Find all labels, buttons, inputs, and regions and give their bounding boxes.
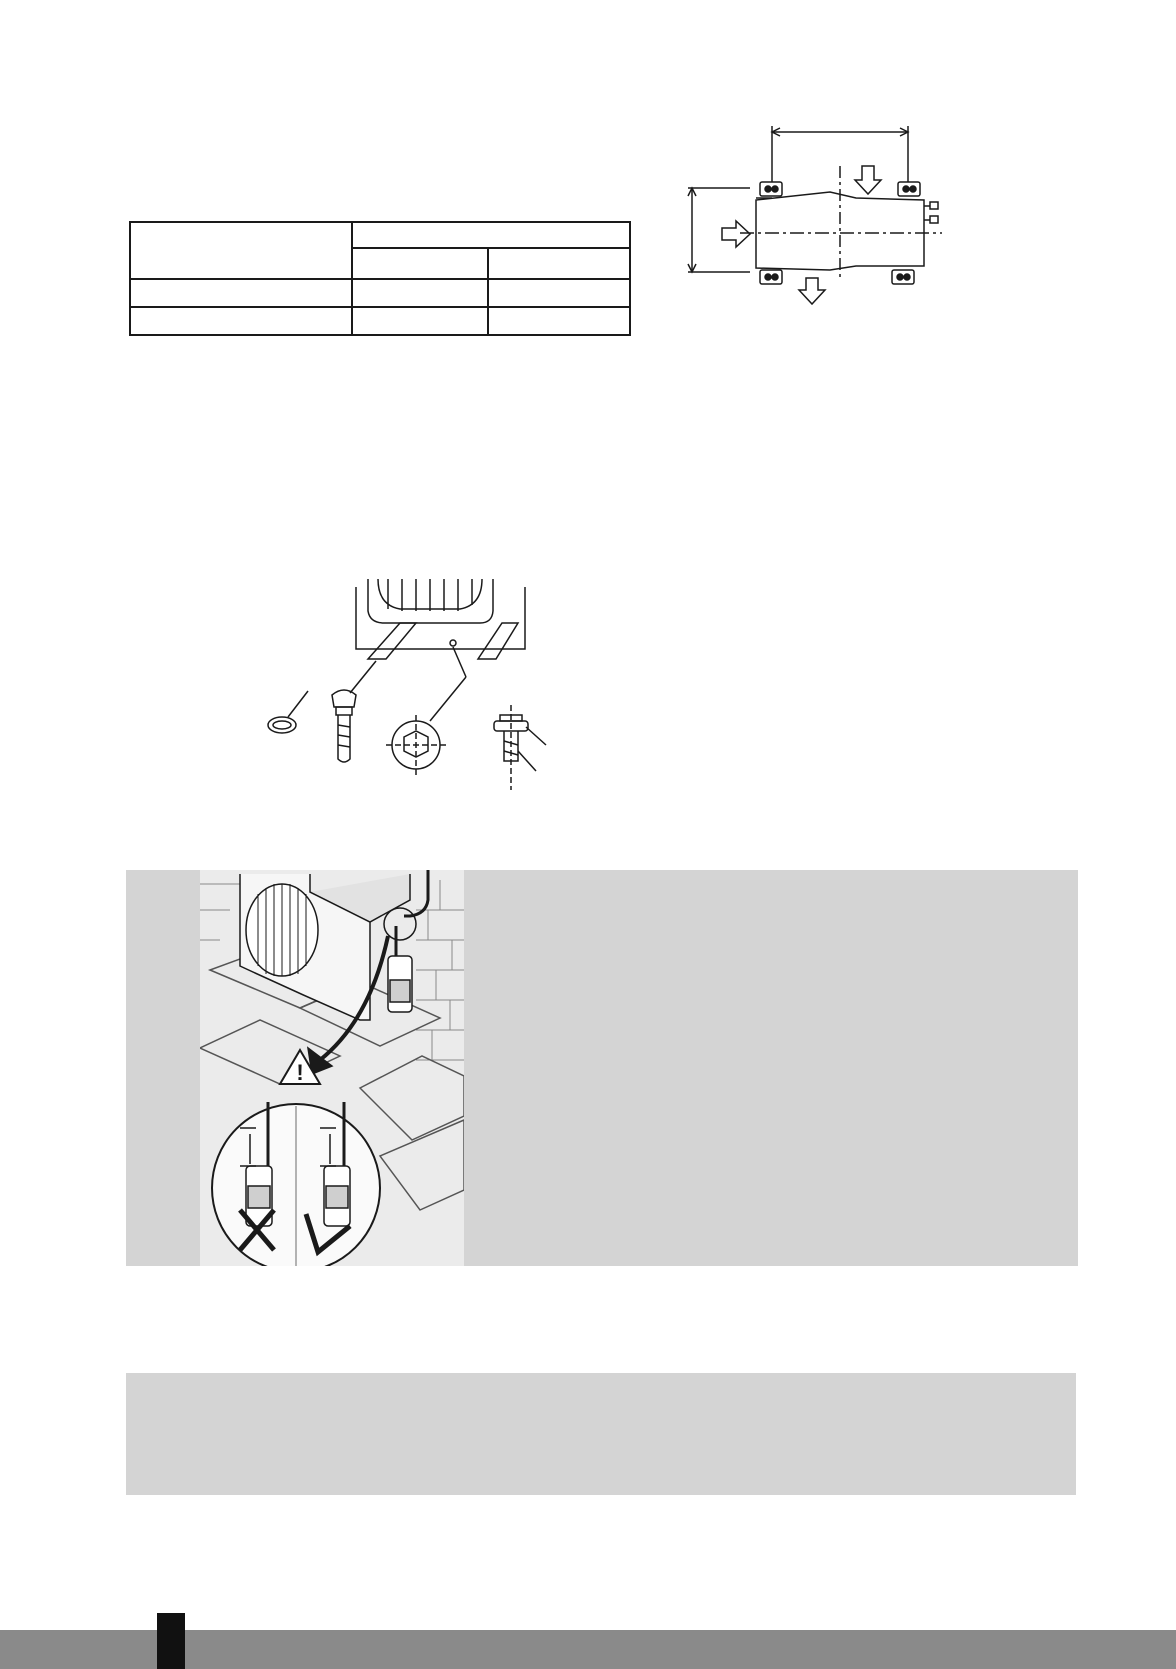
note-panel [126,1373,1076,1495]
pipe-insulation-warning-illustration [200,870,464,1266]
table-header-cell [352,222,630,248]
table-header-cell [488,248,630,279]
table-cell [352,279,488,307]
table-header-cell [130,222,352,279]
table-cell [352,307,488,335]
footer-page-tab [157,1613,185,1669]
drain-joint-assembly-diagram [260,575,560,795]
table-cell [488,279,630,307]
table-cell [130,279,352,307]
table-cell [130,307,352,335]
spec-table [129,221,631,336]
warning-panel [126,870,1078,1266]
outdoor-unit-mounting-dimensions-diagram [680,120,950,320]
table-header-cell [352,248,488,279]
table-cell [488,307,630,335]
warning-icon: ! [296,1060,304,1085]
